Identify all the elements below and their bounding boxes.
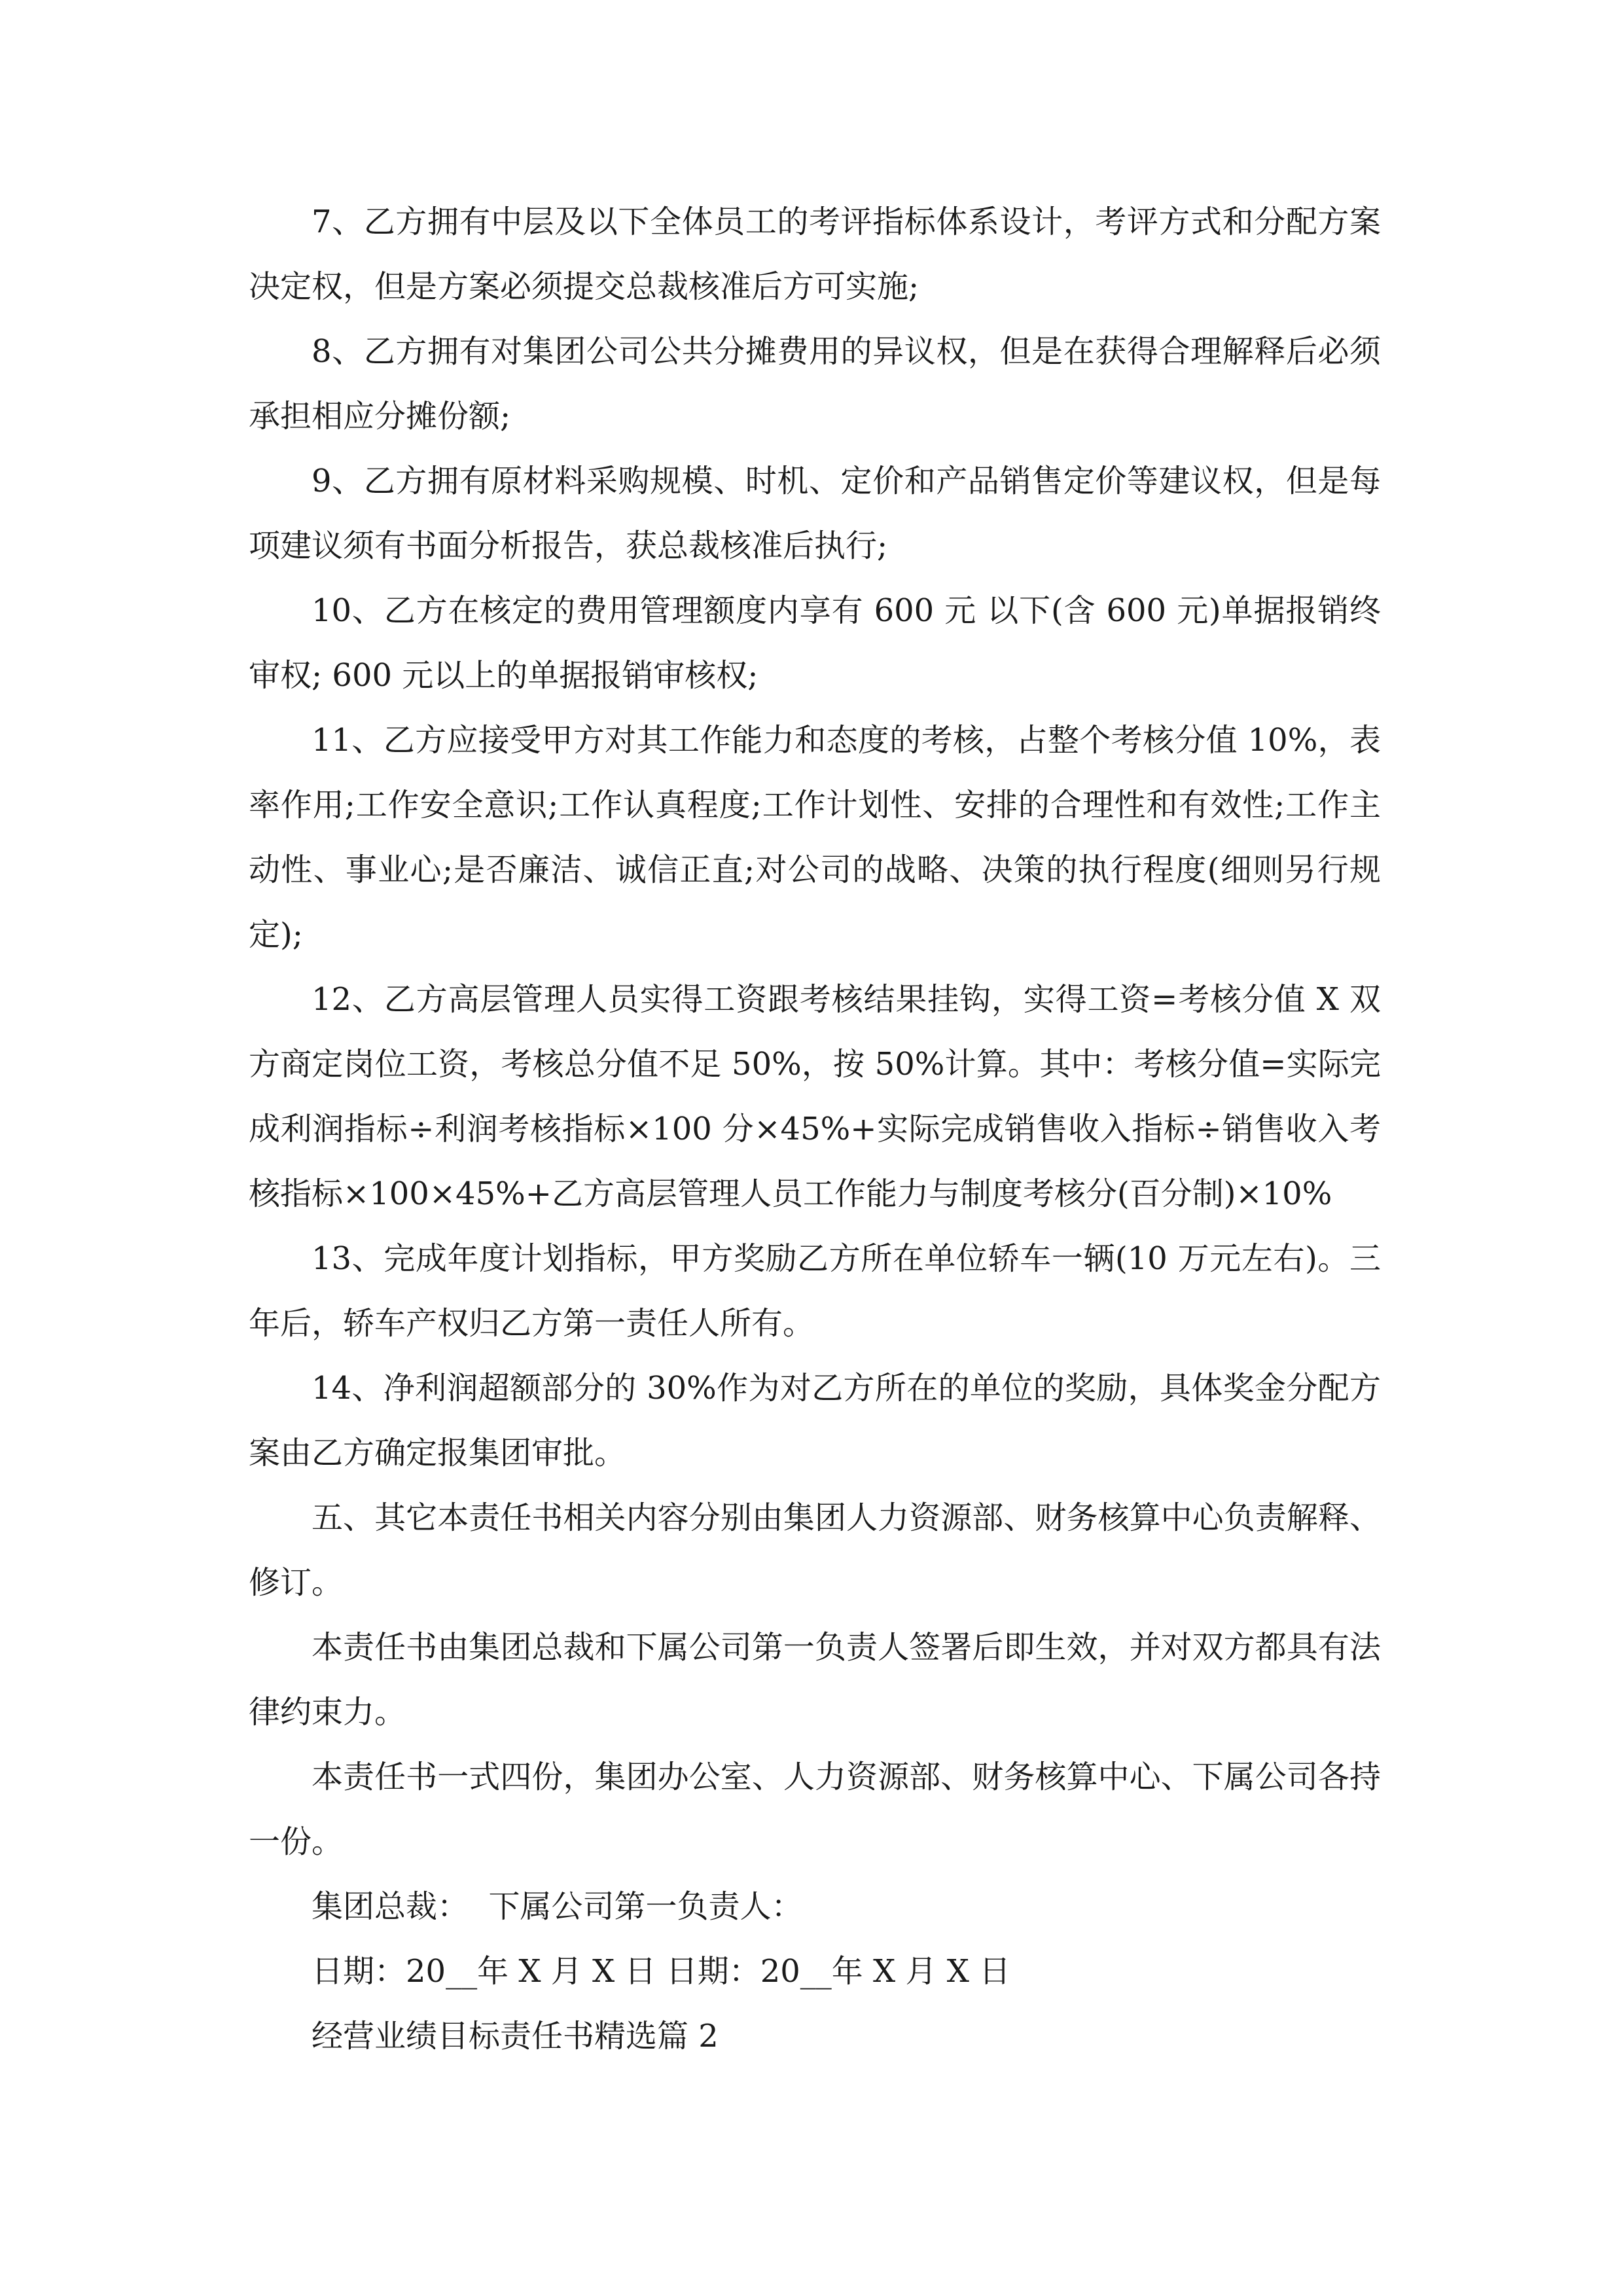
clause-8: 8、乙方拥有对集团公司公共分摊费用的异议权，但是在获得合理解释后必须承担相应分摊份额;: [249, 333, 1381, 435]
next-section-title: 经营业绩目标责任书精选篇 2: [312, 2018, 719, 2054]
clause-11: 11、乙方应接受甲方对其工作能力和态度的考核，占整个考核分值 10%，表率作用;工作安全意识;工作认真程度;工作计划性、安排的合理性和有效性;工作主动性、事业心;是否廉洁、诚信正直;对公司的战略、决策的执行程度(细则另行规定);: [249, 722, 1381, 953]
copies-paragraph: 本责任书一式四份，集团办公室、人力资源部、财务核算中心、下属公司各持一份。: [249, 1759, 1381, 1860]
clause-9: 9、乙方拥有原材料采购规模、时机、定价和产品销售定价等建议权，但是每项建议须有书面分析报告，获总裁核准后执行;: [249, 463, 1381, 564]
clause-10: 10、乙方在核定的费用管理额度内享有 600 元 以下(含 600 元)单据报销终审权; 600 元以上的单据报销审核权;: [249, 592, 1381, 694]
clause-7: 7、乙方拥有中层及以下全体员工的考评指标体系设计，考评方式和分配方案决定权，但是方案必须提交总裁核准后方可实施;: [249, 204, 1381, 305]
section-five: 五、其它本责任书相关内容分别由集团人力资源部、财务核算中心负责解释、修订。: [249, 1499, 1381, 1601]
clause-12: 12、乙方高层管理人员实得工资跟考核结果挂钩，实得工资=考核分值 X 双方商定岗位工资，考核总分值不足 50%，按 50%计算。其中：考核分值=实际完成利润指标÷利润考核指标×100 分×45%+实际完成销售收入指标÷销售收入考核指标×100×45%+乙方高层管理人员工作能力与制度考核分(百分制)×10%: [249, 981, 1381, 1212]
date-line: 日期：20__年 X 月 X 日 日期：20__年 X 月 X 日: [312, 1953, 1011, 1990]
effectiveness-paragraph: 本责任书由集团总裁和下属公司第一负责人签署后即生效，并对双方都具有法律约束力。: [249, 1629, 1381, 1731]
signature-line: 集团总裁： 下属公司第一负责人：: [312, 1888, 803, 1925]
clause-14: 14、净利润超额部分的 30%作为对乙方所在的单位的奖励，具体奖金分配方案由乙方确定报集团审批。: [249, 1370, 1381, 1471]
clause-13: 13、完成年度计划指标，甲方奖励乙方所在单位轿车一辆(10 万元左右)。三年后，轿车产权归乙方第一责任人所有。: [249, 1240, 1381, 1342]
document-body: [249, 190, 1381, 2069]
